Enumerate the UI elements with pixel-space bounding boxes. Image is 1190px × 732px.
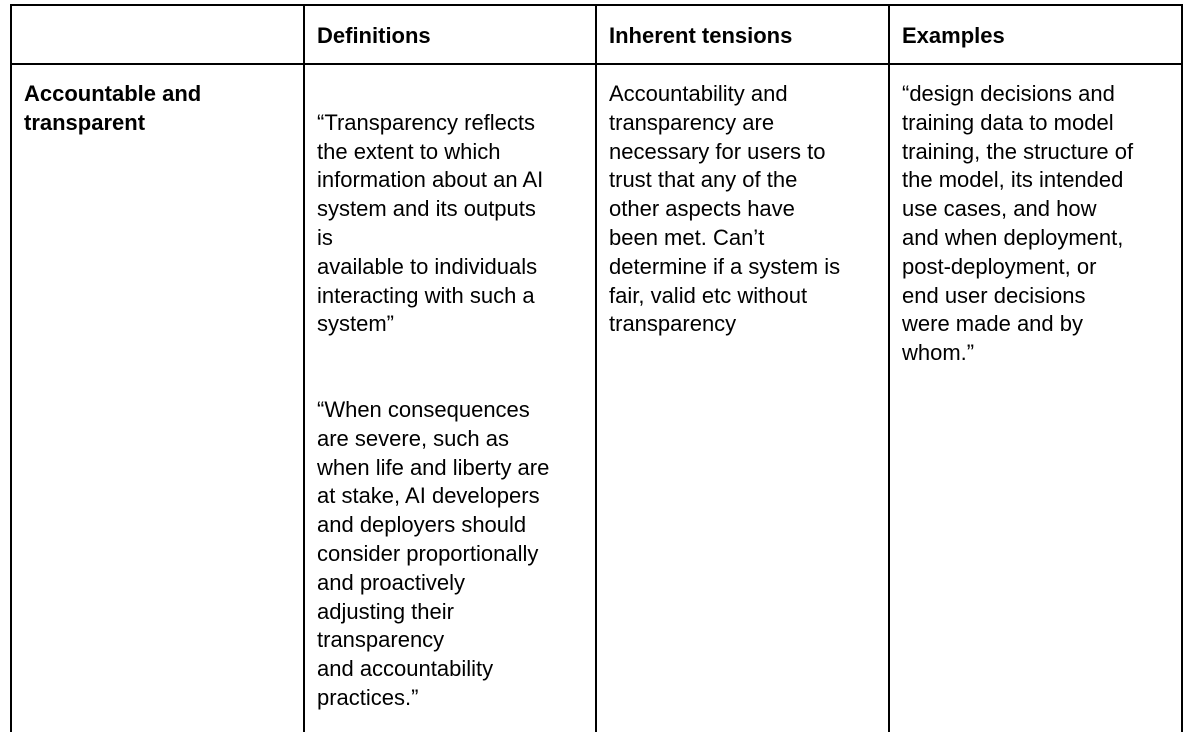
- row-label-cell: [11, 64, 304, 732]
- header-tensions: Inherent tensions: [609, 23, 793, 48]
- header-cell-empty: [11, 5, 304, 64]
- tensions-cell: [596, 64, 889, 732]
- table-header-row: [11, 5, 1182, 64]
- tensions-text: Accountability and transparency are necessary for users to trust that any of the other aspects have been met. Can’t determine if a system is fair, valid etc without transparency: [609, 81, 841, 337]
- table-row: [11, 64, 1182, 732]
- definitions-cell: [304, 64, 596, 732]
- header-row-label: [12, 6, 303, 22]
- header-cell-definitions: [304, 5, 596, 64]
- examples-text: “design decisions and training data to model training, the structure of the model, its intended use cases, and how and when deployment, post-deployment, or end user decisions were made and by whom.”: [902, 81, 1134, 366]
- principles-table: [10, 4, 1183, 732]
- header-cell-examples: [889, 5, 1182, 64]
- header-cell-tensions: [596, 5, 889, 64]
- definition-quote: “When consequences are severe, such as when life and liberty are at stake, AI developers and deployers should consider proportionally and proactively adjusting their transparency and accountability practices.”: [317, 396, 550, 710]
- header-examples: Examples: [902, 23, 1005, 48]
- definition-quote: “Transparency reflects the extent to which information about an AI system and its outputs is available to individuals interacting with such a system”: [317, 109, 544, 337]
- examples-cell: [889, 64, 1182, 732]
- header-definitions: Definitions: [317, 23, 431, 48]
- row-label: Accountable and transparent: [24, 81, 202, 135]
